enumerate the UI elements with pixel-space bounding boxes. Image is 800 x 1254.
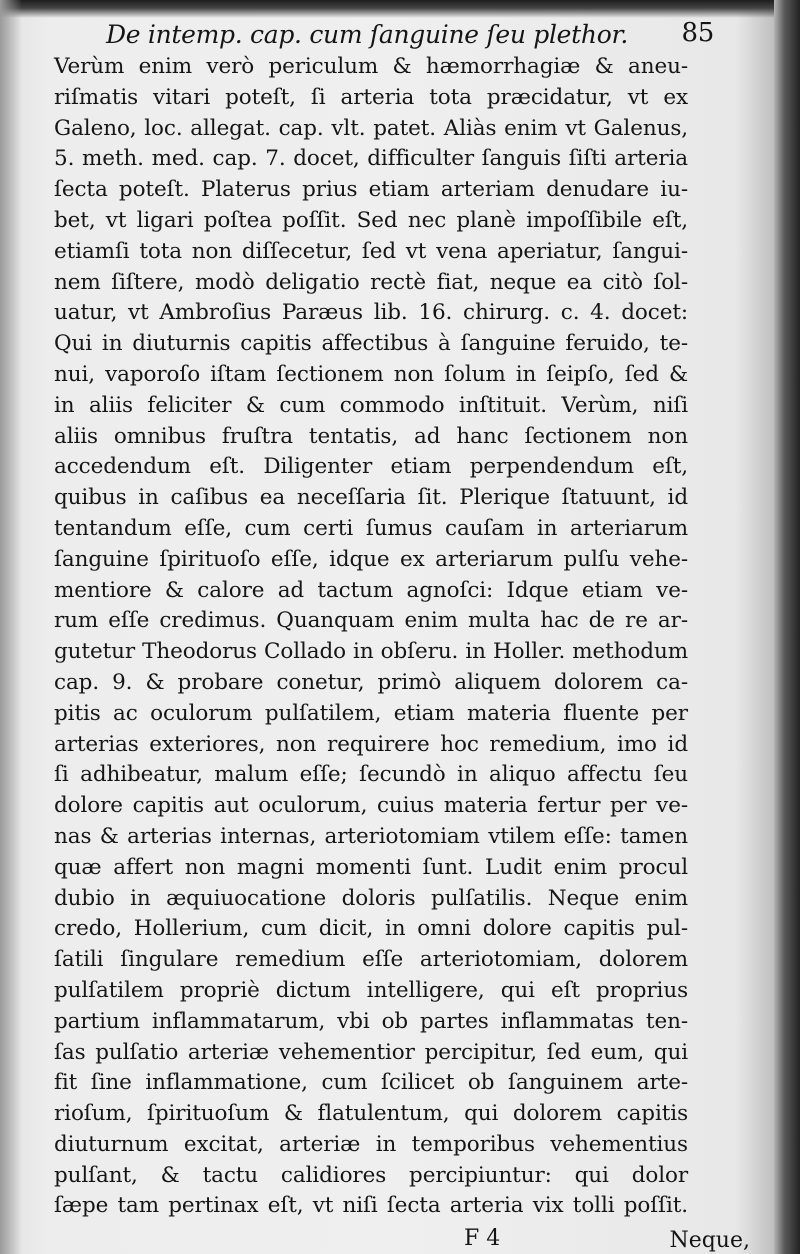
text-line: ſatili ſingulare remedium eſſe arteriotomiam, dolorem: [54, 947, 688, 973]
catchword: Neque,: [669, 1228, 750, 1254]
text-line: 5. meth. med. cap. 7. docet, difficulter ſanguis ſiſti arteria: [54, 146, 688, 172]
text-line: Qui in diuturnis capitis affectibus à ſanguine feruido, te-: [54, 331, 688, 357]
text-block: [54, 18, 750, 1254]
text-line: mentiore & calore ad tactum agnoſci: Idque etiam ve-: [54, 577, 688, 603]
page-number: 85: [681, 18, 714, 48]
signature-mark: F 4: [464, 1226, 501, 1252]
text-line: riſmatis vitari poteſt, ſi arteria tota præcidatur, vt ex: [54, 84, 688, 110]
text-line: bet, vt ligari poſtea poſſit. Sed nec planè impoſſibile eſt,: [54, 207, 688, 233]
text-line: gutetur Theodorus Collado in obſeru. in Holler. methodum: [54, 639, 688, 665]
text-line: ſæpe tam pertinax eſt, vt niſi ſecta arteria vix tolli poſſit.: [54, 1193, 688, 1219]
running-head: [106, 18, 714, 52]
text-line: nui, vaporoſo iſtam ſectionem non ſolum in ſeipſo, ſed &: [54, 361, 688, 387]
text-line: quæ affert non magni momenti ſunt. Ludit enim procul: [54, 854, 688, 880]
top-edge-shadow: [0, 0, 800, 18]
text-line: arterias exteriores, non requirere hoc remedium, imo id: [54, 731, 688, 757]
text-line: aliis omnibus fruſtra tentatis, ad hanc ſectionem non: [54, 423, 688, 449]
running-head-title: De intemp. cap. cum ſanguine ſeu plethor.: [106, 20, 629, 49]
text-line: dolore capitis aut oculorum, cuius materia fertur per ve-: [54, 793, 688, 819]
text-line: pulſant, & tactu calidiores percipiuntur: qui dolor: [54, 1162, 688, 1188]
text-line: Galeno, loc. allegat. cap. vlt. patet. Aliàs enim vt Galenus,: [54, 115, 688, 141]
page-footer: [54, 1224, 750, 1254]
text-line: dubio in æquiuocatione doloris pulſatilis. Neque enim: [54, 885, 688, 911]
text-line: quibus in caſibus ea neceſſaria ſit. Plerique ſtatuunt, id: [54, 485, 688, 511]
text-line: Verùm enim verò periculum & hæmorrhagiæ & aneu-: [54, 54, 688, 79]
text-line: uatur, vt Ambroſius Paræus lib. 16. chirurg. c. 4. docet:: [54, 300, 688, 326]
text-line: accedendum eſt. Diligenter etiam perpendendum eſt,: [54, 454, 688, 480]
text-line: ſanguine ſpirituoſo eſſe, idque ex arteriarum pulſu vehe-: [54, 546, 688, 572]
text-line: credo, Hollerium, cum dicit, in omni dolore capitis pul-: [54, 916, 688, 942]
text-line: ſi adhibeatur, malum eſſe; ſecundò in aliquo affectu ſeu: [54, 762, 688, 788]
text-line: etiamſi tota non diſſecetur, ſed vt vena aperiatur, ſangui-: [54, 238, 688, 264]
text-line: partium inflammatarum, vbi ob partes inflammatas ten-: [54, 1008, 688, 1034]
body-text: [54, 52, 694, 1222]
text-line: nas & arterias internas, arteriotomiam vtilem eſſe: tamen: [54, 823, 688, 849]
text-line: pitis ac oculorum pulſatilem, etiam materia fluente per: [54, 700, 688, 726]
page-edge-shadow: [774, 0, 800, 1254]
text-line: rum eſſe credimus. Quanquam enim multa hac de re ar-: [54, 608, 688, 634]
text-line: pulſatilem propriè dictum intelligere, qui eſt proprius: [54, 977, 688, 1003]
text-line: cap. 9. & probare conetur, primò aliquem dolorem ca-: [54, 669, 688, 695]
text-line: ſas pulſatio arteriæ vehementior percipitur, ſed eum, qui: [54, 1039, 688, 1065]
gutter-shadow: [0, 0, 22, 1254]
text-line: nem ſiſtere, modò deligatio rectè fiat, neque ea citò ſol-: [54, 269, 688, 295]
text-line: diuturnum excitat, arteriæ in temporibus vehementius: [54, 1131, 688, 1157]
text-line: fit ſine inflammatione, cum ſcilicet ob ſanguinem arte-: [54, 1070, 688, 1096]
text-line: in aliis feliciter & cum commodo inſtituit. Verùm, niſi: [54, 392, 688, 418]
text-line: ſecta poteſt. Platerus prius etiam arteriam denudare iu-: [54, 177, 688, 203]
text-line: tentandum eſſe, cum certi ſumus cauſam in arteriarum: [54, 515, 688, 541]
text-line: rioſum, ſpirituoſum & flatulentum, qui dolorem capitis: [54, 1101, 688, 1127]
